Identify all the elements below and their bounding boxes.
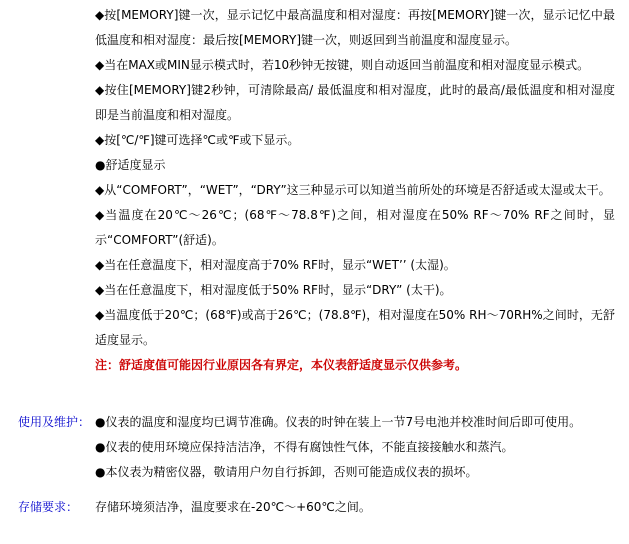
maintenance-item: ●仪表的使用环境应保持洁洁净，不得有腐蚀性气体，不能直接接触水和蒸汽。 (95, 440, 514, 454)
comfort-rule: ◆当温度在20℃～26℃；(68℉～78.8℉)之间，相对湿度在50% RF～70% RF之间时，显示“COMFORT”(舒适)。 (95, 208, 615, 247)
wet-rule: ◆当在任意温度下，相对湿度高于70% RF时，显示“WET’’ (太湿)。 (95, 258, 456, 272)
feature-memory-clear: ◆按住[MEMORY]键2秒钟，可清除最高/ 最低温度和相对湿度，此时的最高/最低温度和相对湿度即是当前温度和相对湿度。 (95, 83, 615, 122)
comfort-intro: ◆从“COMFORT”，“WET”，“DRY”这三种显示可以知道当前所处的环境是否舒适或太湿或太干。 (95, 183, 611, 197)
comfort-note: 注：舒适度值可能因行业原因各有界定，本仪表舒适度显示仅供参考。 (95, 358, 468, 372)
maintenance-item: ●本仪表为精密仪器，敬请用户勿自行拆卸，否则可能造成仪表的损坏。 (95, 465, 478, 479)
storage-text: 存储环境须洁净，温度要求在-20℃～+60℃之间。 (95, 500, 371, 514)
maintenance-label: 使用及维护： (18, 415, 91, 429)
comfort-heading: ●舒适度显示 (95, 158, 166, 172)
storage-label: 存储要求： (18, 500, 79, 514)
no-comfort-rule: ◆当温度低于20℃；(68℉)或高于26℃；(78.8℉)，相对湿度在50% RH～70RH%之间时，无舒适度显示。 (95, 308, 615, 347)
dry-rule: ◆当在任意温度下，相对湿度低于50% RF时，显示“DRY” (太干)。 (95, 283, 452, 297)
storage-section (95, 495, 615, 520)
maintenance-section (95, 410, 615, 485)
maintenance-item: ●仪表的温度和湿度均已调节准确。仪表的时钟在装上一节7号电池并校准时间后即可使用。 (95, 415, 582, 429)
feature-memory-cycle: ◆按[MEMORY]键一次，显示记忆中最高温度和相对湿度：再按[MEMORY]键一次，显示记忆中最低温度和相对湿度：最后按[MEMORY]键一次，则返回到当前温度和湿度显示。 (95, 8, 615, 47)
features-section (95, 3, 615, 378)
feature-unit-select: ◆按[℃/℉]键可选择℃或℉或下显示。 (95, 133, 300, 147)
feature-auto-return: ◆当在MAX或MIN显示模式时，若10秒钟无按键，则自动返回当前温度和相对湿度显示模式。 (95, 58, 590, 72)
